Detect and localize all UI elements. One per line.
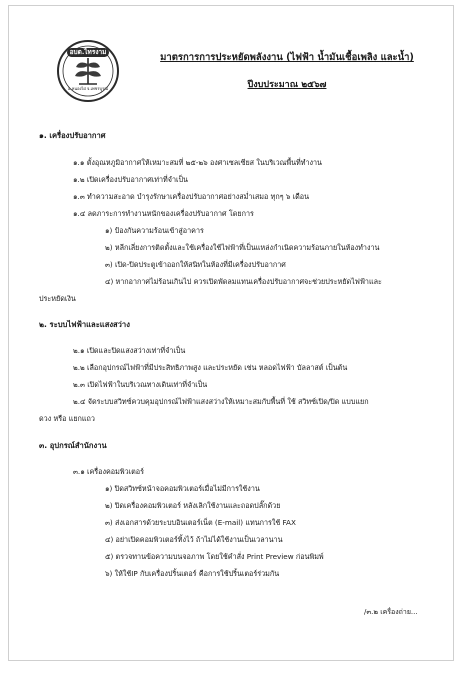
sub-list-item: ๔) หากอากาศไม่ร้อนเกินไป ควรเปิดพัดลมแทนเครื่องปรับอากาศจะช่วยประหยัดไฟฟ้าและ xyxy=(105,277,382,286)
sub-list-item: ๒) ปิดเครื่องคอมพิวเตอร์ หลังเลิกใช้งานและถอดปลั๊กด้วย xyxy=(105,501,281,510)
list-item: ๒.๔ จัดระบบสวิทซ์ควบคุมอุปกรณ์ไฟฟ้าแสงสว่างให้เหมาะสมกับพื้นที่ ใช้ สวิทซ์เปิด/ปิด แบบแยก xyxy=(73,397,369,406)
list-item: ๑.๓ ทำความสะอาด บำรุงรักษาเครื่องปรับอากาศอย่างสม่ำเสมอ ทุกๆ ๖ เดือน xyxy=(73,192,310,201)
sub-list-item: ๕) ตรวจทานข้อความบนจอภาพ โดยใช้คำสั่ง Print Preview ก่อนพิมพ์ xyxy=(105,552,324,561)
logo-top-text: อบต.ไทรงาม xyxy=(67,48,109,57)
list-item-continuation: ดวง หรือ แยกแถว xyxy=(39,414,95,423)
document-page xyxy=(8,5,454,661)
sub-list-item: ๖) ให้ใช้IP กับเครื่องปริ้นเตอร์ คือการใช้ปริ้นเตอร์ร่วมกัน xyxy=(105,569,280,578)
logo-bottom-text: อ.หนองไผ่ จ.เพชรบูรณ์ xyxy=(68,86,108,91)
organization-logo xyxy=(57,40,119,102)
list-item: ๒.๓ เปิดไฟฟ้าในบริเวณทางเดินเท่าที่จำเป็น xyxy=(73,380,208,389)
sub-list-item: ๑) ปิดสวิทซ์หน้าจอคอมพิวเตอร์เมื่อไม่มีการใช้งาน xyxy=(105,484,260,493)
section-1-heading: ๑. เครื่องปรับอากาศ xyxy=(39,131,106,140)
sub-list-item: ๑) ป้องกันความร้อนเข้าสู่อาคาร xyxy=(105,226,204,235)
next-page-marker: /๓.๒ เครื่องถ่าย... xyxy=(364,608,418,616)
section-2-heading: ๒. ระบบไฟฟ้าและแสงสว่าง xyxy=(39,320,130,329)
list-item: ๑.๔ ลดภาระการทำงานหนักของเครื่องปรับอากาศ โดยการ xyxy=(73,209,254,218)
list-item: ๑.๒ เปิดเครื่องปรับอากาศเท่าที่จำเป็น xyxy=(73,175,188,184)
section-3-heading: ๓. อุปกรณ์สำนักงาน xyxy=(39,441,107,450)
sub-list-item: ๓) ส่งเอกสารด้วยระบบอินเตอร์เน็ต (E-mail) แทนการใช้ FAX xyxy=(105,518,296,527)
list-item: ๓.๑ เครื่องคอมพิวเตอร์ xyxy=(73,467,144,476)
sub-list-item-continuation: ประหยัดเงิน xyxy=(39,294,76,303)
document-title: มาตรการการประหยัดพลังงาน (ไฟฟ้า น้ำมันเชื้อเพลิง และน้ำ) xyxy=(160,52,414,63)
list-item: ๒.๑ เปิดและปิดแสงสว่างเท่าที่จำเป็น xyxy=(73,346,186,355)
sub-list-item: ๔) อย่าเปิดคอมพิวเตอร์ทิ้งไว้ ถ้าไม่ได้ใช้งานเป็นเวลานาน xyxy=(105,535,283,544)
list-item: ๑.๑ ตั้งอุณหภูมิอากาศให้เหมาะสมที่ ๒๕-๒๖ องศาเซลเซียส ในบริเวณพื้นที่ทำงาน xyxy=(73,158,322,167)
sub-list-item: ๓) เปิด-ปิดประตูเข้าออกให้สนิทในห้องที่มีเครื่องปรับอากาศ xyxy=(105,260,286,269)
fiscal-year: ปีงบประมาณ ๒๕๖๗ xyxy=(247,80,327,90)
list-item: ๒.๒ เลือกอุปกรณ์ไฟฟ้าที่มีประสิทธิภาพสูง และประหยัด เช่น หลอดไฟฟ้า บัลลาสต์ เป็นต้น xyxy=(73,363,348,372)
sub-list-item: ๒) หลีกเลี่ยงการติดตั้งและใช้เครื่องใช้ไฟฟ้าที่เป็นแหล่งกำเนิดความร้อนภายในห้องทำงาน xyxy=(105,243,380,252)
